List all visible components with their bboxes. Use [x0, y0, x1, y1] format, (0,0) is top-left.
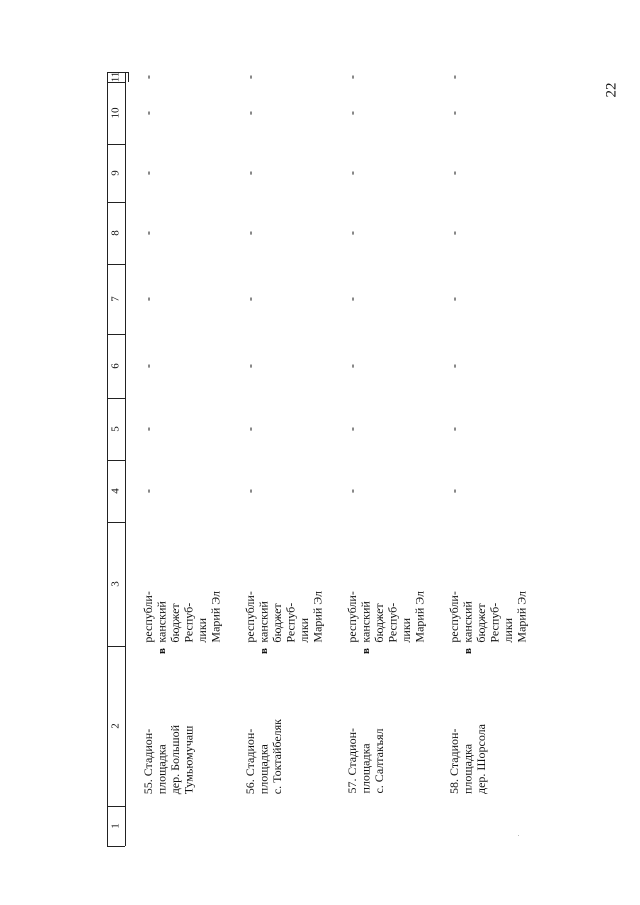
row-value: -: [345, 111, 359, 115]
row-source: республи- канский бюджет Респуб- лики Марий Эл: [243, 591, 325, 643]
column-number: 10: [109, 107, 122, 119]
row-prep: в: [462, 648, 474, 654]
row-value: -: [447, 297, 461, 301]
column-separator: [107, 460, 125, 461]
row-name: 57. Стадион- площадка с. Салтакъял: [345, 728, 386, 794]
row-prep: в: [258, 648, 270, 654]
row-value: -: [447, 111, 461, 115]
row-value: -: [243, 489, 257, 493]
row-value: -: [141, 297, 155, 301]
row-source: республи- канский бюджет Респуб- лики Марий Эл: [345, 591, 427, 643]
column-separator: [107, 846, 125, 847]
row-value: -: [345, 364, 359, 368]
row-value: -: [141, 427, 155, 431]
row-value: -: [345, 297, 359, 301]
row-name: 58. Стадион- площадка дер. Шорсола: [447, 723, 488, 794]
row-value: -: [243, 364, 257, 368]
row-value: -: [141, 489, 155, 493]
row-value: -: [345, 171, 359, 175]
page-number: 22: [603, 82, 620, 98]
row-value: -: [447, 489, 461, 493]
row-source: республи- канский бюджет Респуб- лики Марий Эл: [141, 591, 223, 643]
row-value: -: [243, 171, 257, 175]
column-number: 3: [109, 581, 122, 587]
column-separator: [107, 646, 125, 647]
row-value: -: [243, 427, 257, 431]
table-border-line: [107, 72, 108, 846]
table-border-line: [125, 72, 126, 846]
column-number: 2: [109, 723, 122, 729]
row-value: -: [141, 231, 155, 235]
column-number: 1: [109, 823, 122, 829]
row-source: республи- канский бюджет Респуб- лики Марий Эл: [447, 591, 529, 643]
row-value: -: [345, 427, 359, 431]
column-number: 9: [109, 170, 122, 176]
row-value: -: [447, 427, 461, 431]
column-number: 4: [109, 488, 122, 494]
row-value: -: [447, 75, 461, 79]
scan-speck: [518, 835, 519, 836]
row-value: -: [447, 364, 461, 368]
row-value: -: [141, 111, 155, 115]
column-number: 5: [109, 426, 122, 432]
row-prep: в: [360, 648, 372, 654]
table-border-line: [128, 72, 129, 82]
row-value: -: [243, 297, 257, 301]
row-value: -: [243, 111, 257, 115]
row-value: -: [243, 75, 257, 79]
column-separator: [107, 264, 125, 265]
row-value: -: [141, 171, 155, 175]
column-separator: [107, 398, 125, 399]
column-separator: [107, 806, 125, 807]
row-value: -: [345, 75, 359, 79]
column-separator: [107, 522, 125, 523]
column-separator: [107, 334, 125, 335]
row-value: -: [141, 75, 155, 79]
row-value: -: [243, 231, 257, 235]
row-prep: в: [156, 648, 168, 654]
row-value: -: [345, 231, 359, 235]
column-separator: [107, 202, 125, 203]
row-value: -: [447, 171, 461, 175]
column-number: 6: [109, 363, 122, 369]
row-name: 56. Стадион- площадка с. Токтайбеляк: [243, 718, 284, 794]
row-value: -: [345, 489, 359, 493]
column-number: 7: [109, 296, 122, 302]
column-separator: [107, 144, 125, 145]
row-value: -: [141, 364, 155, 368]
column-number: 8: [109, 230, 122, 236]
row-name: 55. Стадион- площадка дер. Большой Тумьюмучаш: [141, 724, 196, 794]
column-number: 11: [109, 71, 122, 83]
row-value: -: [447, 231, 461, 235]
